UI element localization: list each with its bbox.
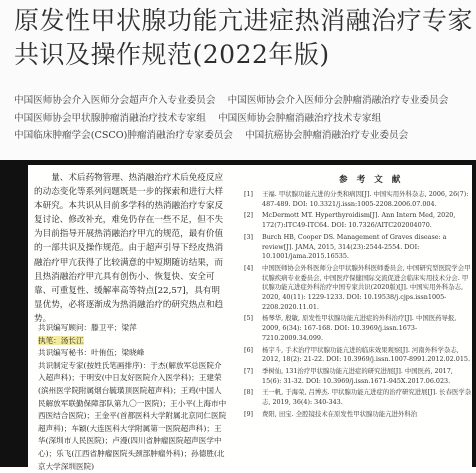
reference-item (244, 388, 472, 407)
reference-text: 杨琴华, 殷敏, 原发性甲状腺功能亢进症的外科治疗[J]. 中国医药导报, 2009, 6(34): 167-168. DOI: 10.3969/j.issn.1673-7210.2009.34.099. (262, 314, 457, 342)
reference-item (244, 346, 472, 365)
article-paragraph: 量、术后药物管理、热消融治疗术后免疫反应的动态变化等系列问题既是一步的探索和进行大样本研究。本共识从目前多学科的热消融治疗专家反复讨论、修改补充，难免仍存在一些不足，但不失为目前指导开展热消融治疗甲亢的规范，最有价值的一部共识及操作规范。由于超声引导下经皮热消融治疗甲亢获得了比较满意的中短期随访结果，而且热消融治疗甲亢具有创伤小、恢复快、安全可靠、可重复性、缓解率高等特点[22,57]，具有明显优势，必将逐渐成为热消融治疗的研究热点和趋势。 (34, 173, 224, 324)
organization-item: 中国临床肿瘤学会(CSCO)肿瘤消融治疗专家委员会 (14, 130, 233, 141)
reference-list (244, 190, 472, 421)
article-credits (38, 322, 228, 473)
reference-text: McDermott MT. Hyperthyroidism[J]. Ann Intern Med, 2020, 172(7):ITC49-ITC64. DOI: 10.7326/AITC202004070. (262, 211, 456, 230)
credit-advisor: 共识编写顾问：滕卫平；梁萍 (38, 323, 137, 332)
organization-item: 中国医师协会介入医师分会超声介入专业委员会 (14, 95, 216, 106)
reference-number: [6] (244, 345, 254, 354)
reference-text: 王福. 甲状腺功能亢进的分类和病因[J]. 中国实用外科杂志, 2006, 26(7): 487-489. DOI: 10.3321/j.issn:1005-2208.2006.07.004. (262, 190, 469, 208)
reference-number: [3] (244, 232, 254, 241)
reference-text: 费阳, 田宝. 全腔镜技术在原发性甲状腺功能亢进外科治 (262, 409, 418, 418)
reference-number: [4] (244, 263, 254, 272)
organization-list (14, 92, 470, 145)
credit-experts: 共识制定专家(按姓氏笔画排序)：于杰(解放军总医院介入超声科)；于明安(中日友好医院介入医学科)；王建荣(滨州医学院附属烟台毓璜顶医院超声科)；王鸡(中国人民解放军联勤保障部队第九〇一医院)；王小平(上海市中西医结合医院)；王金平(首都医科大学附属北京同仁医院超声科)；车颖(大连医科大学附属第一医院超声科)；王华(深圳市人民医院)；卢漫(四川省肿瘤医院超声医学中心)；乐飞(江西省肿瘤医院头颈部肿瘤外科)；孙德胜(北京大学深圳医院) (38, 360, 227, 471)
highlighted-author: 执笔：汤长江 (38, 335, 84, 345)
reference-item (244, 190, 472, 209)
reference-item (244, 264, 472, 313)
organization-item: 中国抗癌协会肿瘤消融治疗专业委员会 (245, 130, 409, 141)
organization-item: 中国医师协会甲状腺肿瘤消融治疗技术专家组 (14, 112, 206, 124)
reference-number: [7] (244, 366, 254, 375)
reference-text: 王一帆, 于海荣, 吕博杰. 甲状腺功能亢进症的治疗研究进展[J]. 长春医学杂志, 2019, 36(4): 340-343. (262, 388, 472, 407)
document-header-area (0, 0, 476, 160)
reference-number: [5] (244, 314, 254, 323)
reference-number: [9] (244, 409, 254, 418)
reference-item (244, 367, 472, 386)
reference-item (244, 211, 472, 230)
document-title-line1: 原发性甲状腺功能亢进症热消融治疗专家 (14, 6, 474, 35)
reference-number: [2] (244, 211, 254, 220)
article-body (34, 171, 228, 326)
reference-number: [8] (244, 388, 254, 397)
reference-text: 杨宇斗, 手术治疗甲状腺功能亢进的临床效果观察[J]. 河南外科学杂志, 2012, 18(2): 21-22. DOI: 10.3969/j.issn.1007-8991.2012.02.015. (262, 345, 471, 364)
reference-item (244, 410, 472, 420)
document-title-line2: 共识及操作规范(2022年版) (14, 40, 330, 69)
reference-text: 季树仙, 131治疗甲状腺功能亢进症的研究进展[J]. 中国医药, 2017, 15(6): 31-32. DOI: 10.3969/j.issn.1671-945X.2017.06.023. (262, 366, 453, 385)
credit-author (38, 335, 228, 348)
reference-text: Burch HB, Cooper DS. Management of Graves disease: a review[J]. JAMA, 2015, 314(23):2544-2554. DOI: 10.1001/jama.2015.16535. (262, 232, 447, 261)
reference-text: 中国医师协会外科医师分会甲状腺外科医师委员会, 中国研究型医院学会甲状腺疾病专业委员会, 中国医疗保健国际交流促进会临床实用技术分会. 甲状腺功能亢进症外科治疗中国专家共识(2020版)[J]. 中国实用外科杂志, 2020, 40(11): 1229-1233. DOI: 10.19538/j.cjps.issn1005-2208.2020.11.01. (262, 263, 471, 311)
organization-item: 中国医师协会肿瘤消融治疗技术专家组 (218, 112, 382, 124)
credit-secretary: 共识编写秘书：叶侑伍；梁晓峰 (38, 348, 145, 358)
reference-item (244, 233, 472, 262)
references-heading: 参 考 文 献 (339, 175, 404, 185)
reference-number: [1] (244, 190, 254, 198)
reference-item (244, 314, 472, 343)
organization-item: 中国医师协会介入医师分会肿瘤消融治疗专业委员会 (227, 95, 449, 106)
